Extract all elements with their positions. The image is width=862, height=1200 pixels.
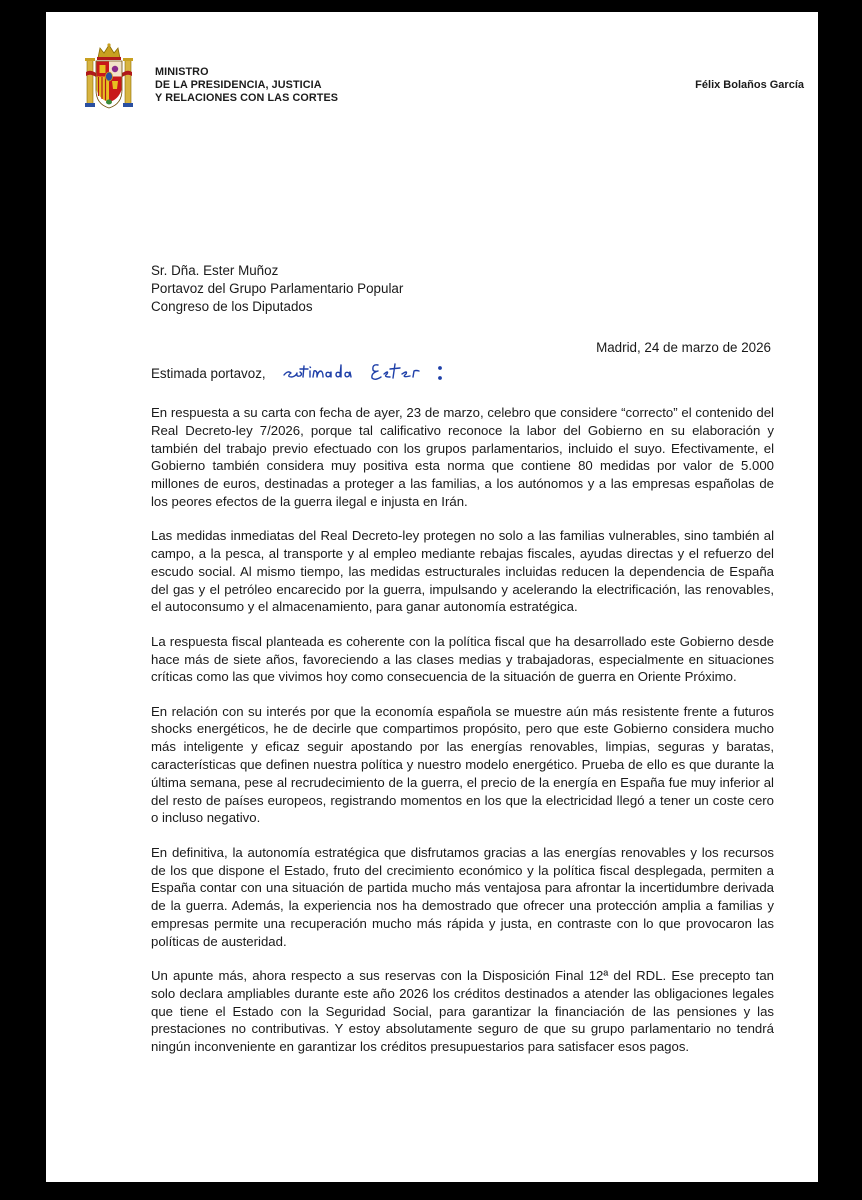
body-paragraph: En respuesta a su carta con fecha de ayer, 23 de marzo, celebro que considere “correcto” el contenido del Real Decreto-ley 7/2026, porque tal calificativo reconoce la labor del Gobierno en su elaboración y también del trabajo previo efectuado con los grupos parlamentarios, incluido el suyo. Efectivamente, el Gobierno también considera muy positiva esta norma que contiene 80 medidas por valor de 5.000 millones de euros, destinadas a proteger a las familias, a los autónomos y a las empresas españolas de los peores efectos de la guerra ilegal e injusta en Irán. (151, 405, 774, 509)
salutation: Estimada portavoz, (151, 366, 266, 381)
letter-page (46, 12, 818, 1182)
recipient-block (151, 262, 403, 316)
body-paragraph: Un apunte más, ahora respecto a sus reservas con la Disposición Final 12ª del RDL. Ese precepto tan solo declara ampliables durante este año 2026 los créditos destinados a atender las obligaciones legales que tiene el Estado con la Seguridad Social, para garantizar la financiación de las pensiones y las prestaciones no contributivas. Y estoy absolutamente seguro de que su grupo parlamentario no tendrá ningún inconveniente en garantizar los créditos presupuestarios para satisfacer esos pagos. (151, 968, 774, 1055)
body-paragraph: La respuesta fiscal planteada es coherente con la política fiscal que ha desarrollado este Gobierno desde hace más de siete años, favoreciendo a las clases medias y trabajadoras, especialmente en situaciones críticas como las que vivimos hoy como consecuencia de la situación de guerra en Oriente Próximo. (151, 633, 774, 685)
recipient-institution: Congreso de los Diputados (151, 299, 313, 314)
recipient-name: Sr. Dña. Ester Muñoz (151, 263, 279, 278)
letter-body (151, 404, 774, 1073)
body-paragraph: Las medidas inmediatas del Real Decreto-ley protegen no solo a las familias vulnerables, sino también al campo, a la pesca, al transporte y al empleo mediante rebajas fiscales, ayudas directas y el refuerzo del escudo social. Al mismo tiempo, las medidas estructurales incluidas reducen la dependencia de España del gas y el petróleo encarecido por la guerra, impulsando y acelerando la electrificación, las renovables, el autoconsumo y el almacenamiento, para ganar autonomía estratégica. (151, 528, 774, 615)
ministry-line: Y RELACIONES CON LAS CORTES (155, 92, 339, 104)
handwritten-note (280, 356, 470, 386)
ministry-line: MINISTRO (155, 66, 209, 78)
letter-date: Madrid, 24 de marzo de 2026 (596, 340, 771, 355)
body-paragraph: En relación con su interés por que la economía española se muestre aún más resistente frente a futuros shocks energéticos, he de decirle que compartimos propósito, pero que este Gobierno considera mucho más inteligente y eficaz seguir apostando por las energías renovables, limpias, seguras y baratas, características que definen nuestra política y nuestro modelo energético. Prueba de ello es que durante la última semana, pese al recrudecimiento de la guerra, el precio de la energía en España fue muy inferior al del resto de países europeos, registrando momentos en los que la electricidad llegó a tener un coste cero o incluso negativo. (151, 703, 774, 826)
body-paragraph: En definitiva, la autonomía estratégica que disfrutamos gracias a las energías renovables y los recursos de los que dispone el Estado, fruto del crecimiento económico y la política fiscal desplegada, permiten a España contar con una situación de partida mucho más ventajosa para afrontar la incertidumbre derivada de la guerra. Además, la experiencia nos ha demostrado que ofrecer una protección amplia a familias y empresas permite una recuperación mucho más rápida y justa, en contraste con lo que provocaron las políticas de austeridad. (151, 844, 774, 949)
ministry-name (155, 66, 338, 105)
minister-name: Félix Bolaños García (695, 79, 804, 91)
recipient-position: Portavoz del Grupo Parlamentario Popular (151, 281, 404, 296)
spain-coat-of-arms-icon (84, 42, 134, 114)
ministry-line: DE LA PRESIDENCIA, JUSTICIA (155, 79, 322, 91)
